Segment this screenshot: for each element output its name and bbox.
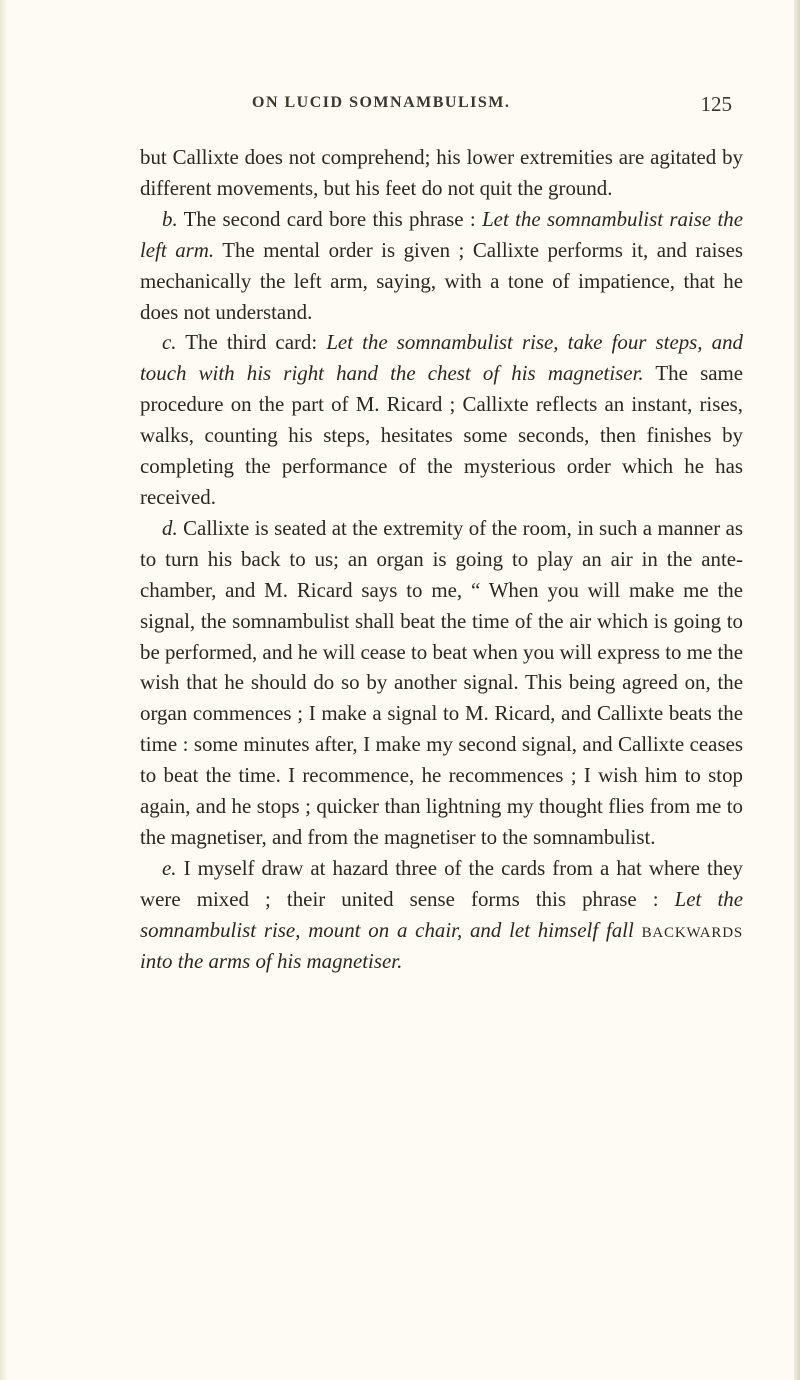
paragraph-c-post: The same procedure on the part of M. Ricard ; Callixte reflects an instant, rises, walks, counting his steps, hesitates some seconds, then finishes by completing the performance of the mysterious order which he has received.	[140, 361, 743, 509]
paragraph-e-smallcaps: backwards	[641, 917, 743, 942]
paragraph-c-marker: c.	[162, 330, 177, 355]
paragraph-intro: but Callixte does not comprehend; his lower extremities are agitated by different movements, but his feet do not quit the ground.	[140, 145, 743, 200]
running-head	[140, 92, 740, 122]
page-gutter-shadow	[0, 0, 8, 1380]
paragraph-e-pre: I myself draw at hazard three of the cards from a hat where they were mixed ; their united sense forms this phrase :	[140, 855, 743, 911]
paragraph-e-card-phrase-1: Let the somnambulist rise, mount on a chair, and let himself fall	[140, 886, 743, 942]
paragraph-e-marker: e.	[162, 855, 177, 880]
body-text	[140, 142, 743, 976]
paragraph-c-pre: The third card:	[176, 330, 327, 355]
paragraph-d-marker: d.	[162, 515, 178, 540]
page-edge	[794, 0, 800, 1380]
paragraph-d	[140, 513, 743, 853]
paragraph-b	[140, 204, 743, 328]
paragraph-b-post: The mental order is given ; Callixte performs it, and raises mechanically the left arm, saying, with a tone of impatience, that he does not understand.	[140, 237, 743, 324]
page-number: 125	[700, 92, 732, 116]
paragraph-e-card-phrase-2: into the arms of his magnetiser.	[140, 948, 403, 973]
paragraph-d-text: Callixte is seated at the extremity of the room, in such a manner as to turn his back to us; an organ is going to play an air in the ante-chamber, and M. Ricard says to me, “ When you will make me the signal, the somnambulist shall beat the time of the air which is going to be performed, and he will cease to beat when you will express to me the wish that he should do so by another signal. This being agreed on, the organ commences ; I make a signal to M. Ricard, and Callixte beats the time : some minutes after, I make my second signal, and Callixte ceases to beat the time. I recommence, he recommences ; I wish him to stop again, and he stops ; quicker than lightning my thought flies from me to the magnetiser, and from the magnetiser to the somnambulist.	[140, 515, 743, 849]
running-head-title: ON LUCID SOMNAMBULISM.	[252, 94, 511, 111]
paragraph-b-pre: The second card bore this phrase :	[177, 206, 483, 231]
paragraph-b-marker: b.	[162, 206, 178, 231]
paragraph-c-card-phrase: Let the somnambulist rise, take four steps, and touch with his right hand the chest of his magnetiser.	[140, 330, 743, 386]
paragraph-c	[140, 327, 743, 512]
paragraph-e	[140, 853, 743, 977]
paragraph-b-card-phrase: Let the somnambulist raise the left arm.	[140, 206, 744, 262]
